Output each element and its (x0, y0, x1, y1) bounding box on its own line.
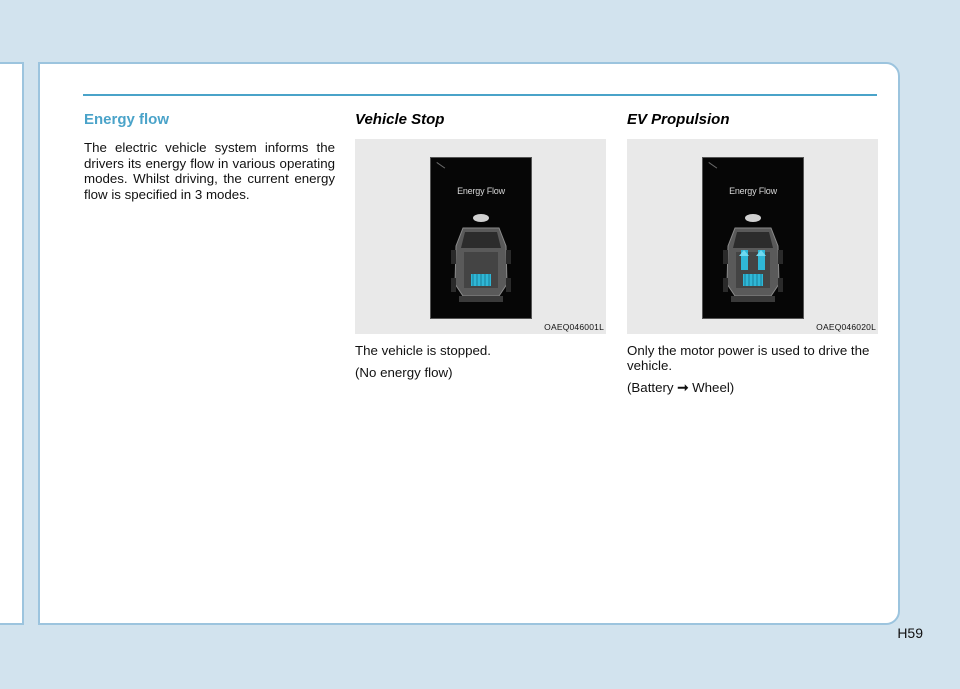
header-rule (83, 94, 877, 96)
energy-flow-body: The electric vehicle system informs the drivers its energy flow in various operating modes. Whilst driving, the current energy flow is specified in 3 modes. (84, 140, 335, 202)
line2-suffix: Wheel) (688, 380, 735, 395)
ev-propulsion-line2 (627, 380, 878, 395)
figure-code: OAEQ046001L (544, 322, 604, 332)
energy-flow-display (430, 157, 532, 319)
car-topview-icon (723, 206, 783, 304)
vehicle-stop-line1: The vehicle is stopped. (355, 343, 492, 358)
vehicle-stop-heading: Vehicle Stop (355, 111, 445, 128)
figure-code: OAEQ046020L (816, 322, 876, 332)
ev-propulsion-section (627, 110, 878, 395)
vehicle-stop-section (355, 110, 606, 380)
energy-flow-section (84, 110, 335, 202)
left-page-edge (0, 62, 24, 625)
ev-propulsion-figure (627, 139, 878, 334)
vehicle-stop-line2: (No energy flow) (355, 365, 453, 380)
display-title: Energy Flow (457, 186, 505, 196)
vehicle-stop-figure (355, 139, 606, 334)
page-number: H59 (897, 625, 923, 641)
ev-propulsion-line1: Only the motor power is used to drive the vehicle. (627, 343, 870, 373)
arrow-right-icon: ➞ (677, 380, 689, 395)
line2-prefix: (Battery (627, 380, 678, 395)
display-title: Energy Flow (729, 186, 777, 196)
car-topview-icon (451, 206, 511, 304)
energy-flow-heading: Energy flow (84, 111, 170, 128)
energy-flow-display (702, 157, 804, 319)
ev-propulsion-heading: EV Propulsion (627, 111, 730, 128)
